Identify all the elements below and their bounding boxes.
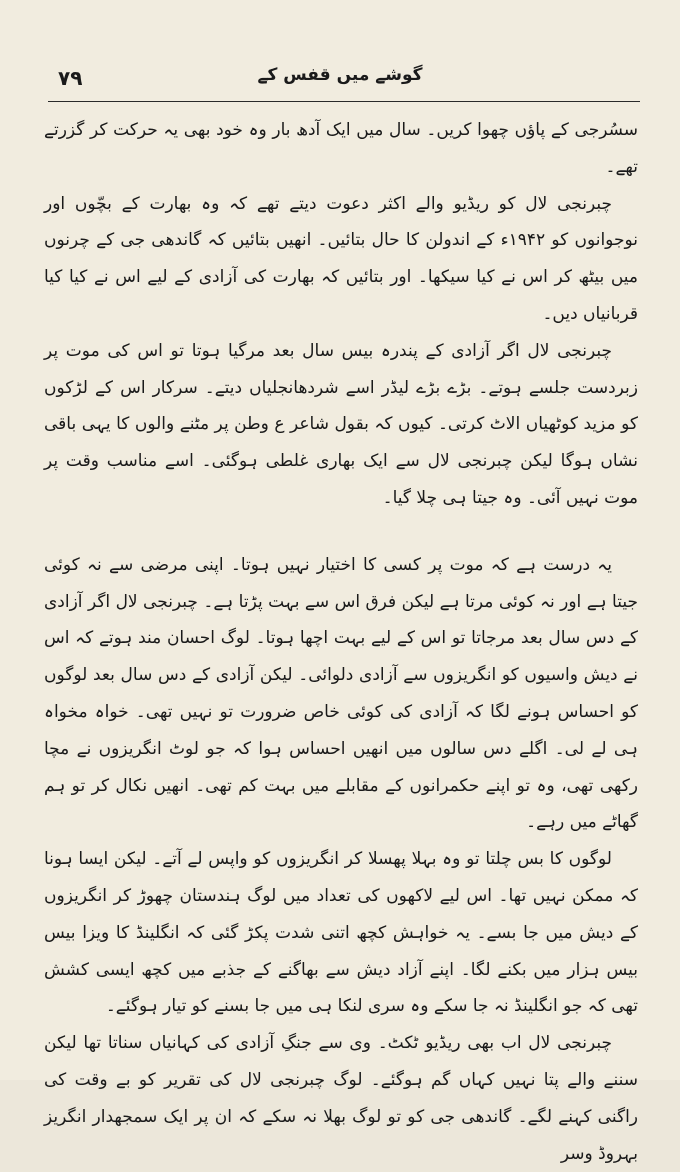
paragraph-5: لوگوں کا بس چلتا تو وہ بہلا پھسلا کر انگریزوں کو واپس لے آتے۔ لیکن ایسا ہونا کہ ممکن نہیں تھا۔ اس لیے لاکھوں کی تعداد میں لوگ ہندستان چھوڑ کر انگریزوں کے دیش میں جا بسے۔ یہ خواہش کچھ اتنی شدت پکڑ گئی کہ انگلینڈ کا ویزا بیس بیس ہزار میں بکنے لگا۔ اپنے آزاد دیش سے بھاگنے کے جذبے میں کچھ ایسی کشش تھی کہ جو انگلینڈ نہ جا سکے وہ سری لنکا ہی میں جا بسنے کو تیار ہوگئے۔ [44, 849, 638, 1017]
running-title: گوشے میں قفس کے [257, 65, 423, 85]
paragraph-6: چبرنجی لال اب بھی ریڈیو ٹکٹ۔ وی سے جنگِ آزادی کی کہانیاں سناتا تھا لیکن سننے والے پتا نہیں کہاں گم ہوگئے۔ لوگ چبرنجی لال کی تقریر کو بے وقت کی راگنی کہنے لگے۔ گاندھی جی کو تو لوگ بھلا نہ سکے کہ ان پر ایک سمجھدار انگریز بہروڈ وسر [44, 1033, 638, 1164]
paragraph-1: سسُرجی کے پاؤں چھوا کریں۔ سال میں ایک آدھ بار وہ خود بھی یہ حرکت کر گزرتے تھے۔ [44, 120, 638, 177]
body-text [44, 112, 638, 1172]
paragraph-2: چبرنجی لال کو ریڈیو والے اکثر دعوت دیتے تھے کہ وہ بھارت کے بچّوں اور نوجوانوں کو ۱۹۴۲ء کے اندولن کا حال بتائیں۔ انھیں بتائیں کہ گاندھی جی کے چرنوں میں بیٹھ کر اس نے کیا سیکھا۔ اور بتائیں کہ بھارت کی آزادی کے لیے اس نے کیا کیا قربانیاں دیں۔ [44, 193, 638, 324]
header-divider [48, 101, 640, 102]
paragraph-4: یہ درست ہے کہ موت پر کسی کا اختیار نہیں ہوتا۔ اپنی مرضی سے نہ کوئی جیتا ہے اور نہ کوئی مرتا ہے لیکن فرق اس سے بہت پڑتا ہے۔ چبرنجی لال اگر آزادی کے دس سال بعد مرجاتا تو اس کے لیے بہت اچھا ہوتا۔ لوگ احسان مند ہوتے کہ اس نے دیش واسیوں کو انگریزوں سے آزادی دلوائی۔ لیکن آزادی کے دس سال بعد لوگوں کو احساس ہونے لگا کہ آزادی کی کوئی خاص ضرورت تو نہیں تھی۔ خواہ مخواہ ہی لے لی۔ اگلے دس سالوں میں انھیں احساس ہوا کہ جو لوٹ انگریزوں نے مچا رکھی تھی، وہ تو اپنے حکمرانوں کے مقابلے میں بہت کم تھی۔ انھیں نکال کر تو ہم گھاٹے میں رہے۔ [44, 554, 638, 833]
paragraph-3: چبرنجی لال اگر آزادی کے پندرہ بیس سال بعد مرگیا ہوتا تو اس کی موت پر زبردست جلسے ہوتے۔ بڑے بڑے لیڈر اسے شردھانجلیاں دیتے۔ سرکار اس کے لڑکوں کو مزید کوٹھیاں الاٹ کرتی۔ کیوں کہ بقول شاعر ع وطن پر مٹنے والوں کا یہی باقی نشاں ہوگا لیکن چبرنجی لال سے ایک بھاری غلطی ہوگئی۔ اسے مناسب وقت پر موت نہیں آئی۔ وہ جیتا ہی چلا گیا۔ [44, 340, 638, 508]
page-header [40, 60, 640, 102]
page-number: ۷۹ [58, 66, 83, 90]
